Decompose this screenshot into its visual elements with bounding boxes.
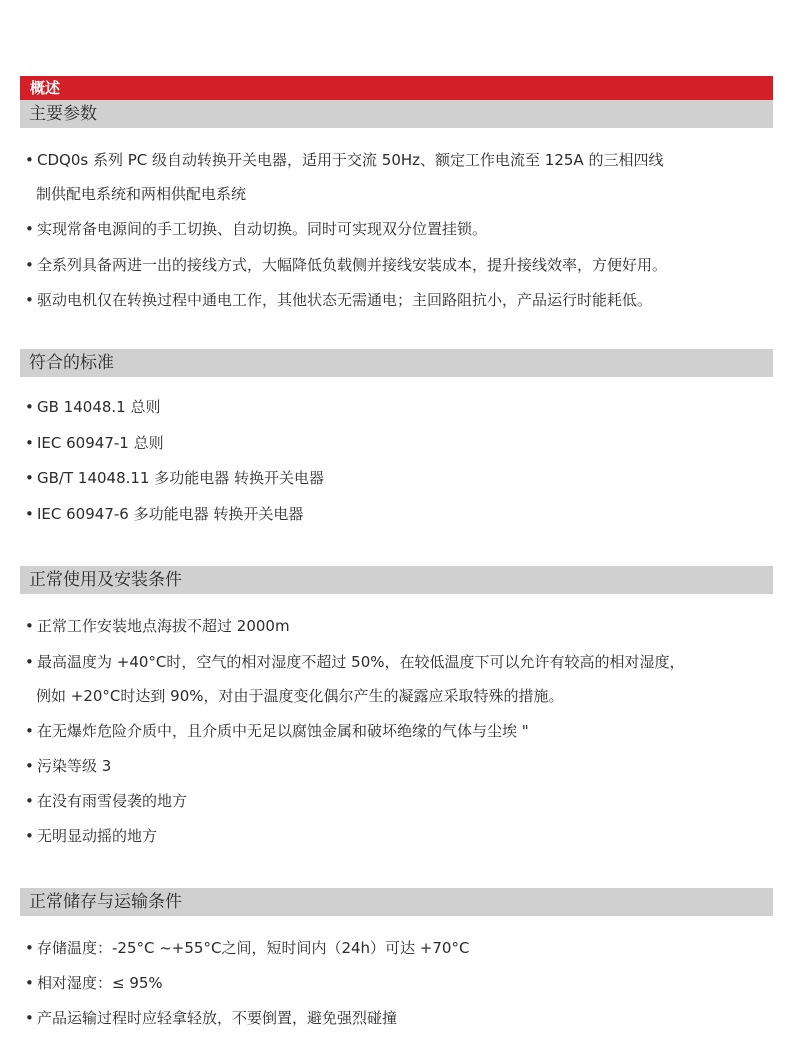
list-item: • 相对湿度：≤ 95% (25, 974, 163, 992)
list-item: • 驱动电机仅在转换过程中通电工作，其他状态无需通电；主回路阻抗小，产品运行时能耗低。 (25, 291, 653, 309)
list-item: • 存储温度：-25°C ~+55°C之间，短时间内（24h）可达 +70°C (25, 939, 470, 957)
section-header-storage-conditions (20, 888, 773, 916)
overview-label: 概述 (30, 79, 61, 97)
list-item-continuation: 例如 +20°C时达到 90%，对由于温度变化偶尔产生的凝露应采取特殊的措施。 (36, 687, 564, 705)
list-item: • 污染等级 3 (25, 757, 112, 775)
list-item: • IEC 60947-1 总则 (25, 434, 164, 452)
section-header-main-params (20, 100, 773, 128)
list-item: • GB/T 14048.11 多功能电器 转换开关电器 (25, 469, 325, 487)
list-item: • 产品运输过程时应轻拿轻放，不要倒置，避免强烈碰撞 (25, 1009, 398, 1027)
list-item: • 最高温度为 +40°C时，空气的相对湿度不超过 50%，在较低温度下可以允许有较高的相对湿度， (25, 653, 685, 671)
list-item: • IEC 60947-6 多功能电器 转换开关电器 (25, 505, 304, 523)
list-item: • 全系列具备两进一出的接线方式，大幅降低负载侧并接线安装成本，提升接线效率，方便好用。 (25, 256, 668, 274)
list-item: • GB 14048.1 总则 (25, 398, 161, 416)
list-item: • 无明显动摇的地方 (25, 827, 158, 845)
section-title: 正常储存与运输条件 (29, 892, 182, 912)
overview-bar (20, 76, 773, 100)
list-item: • 在无爆炸危险介质中，且介质中无足以腐蚀金属和破坏绝缘的气体与尘埃 " (25, 722, 529, 740)
section-title: 正常使用及安装条件 (29, 570, 182, 590)
list-item: • CDQ0s 系列 PC 级自动转换开关电器，适用于交流 50Hz、额定工作电流至 125A 的三相四线 (25, 151, 664, 169)
section-title: 主要参数 (29, 104, 97, 124)
section-header-standards (20, 349, 773, 377)
section-header-usage-conditions (20, 566, 773, 594)
section-title: 符合的标准 (29, 353, 114, 373)
list-item: • 实现常备电源间的手工切换、自动切换。同时可实现双分位置挂锁。 (25, 220, 488, 238)
list-item: • 正常工作安装地点海拔不超过 2000m (25, 617, 290, 635)
list-item: • 在没有雨雪侵袭的地方 (25, 792, 188, 810)
list-item-continuation: 制供配电系统和两相供配电系统 (36, 185, 247, 203)
